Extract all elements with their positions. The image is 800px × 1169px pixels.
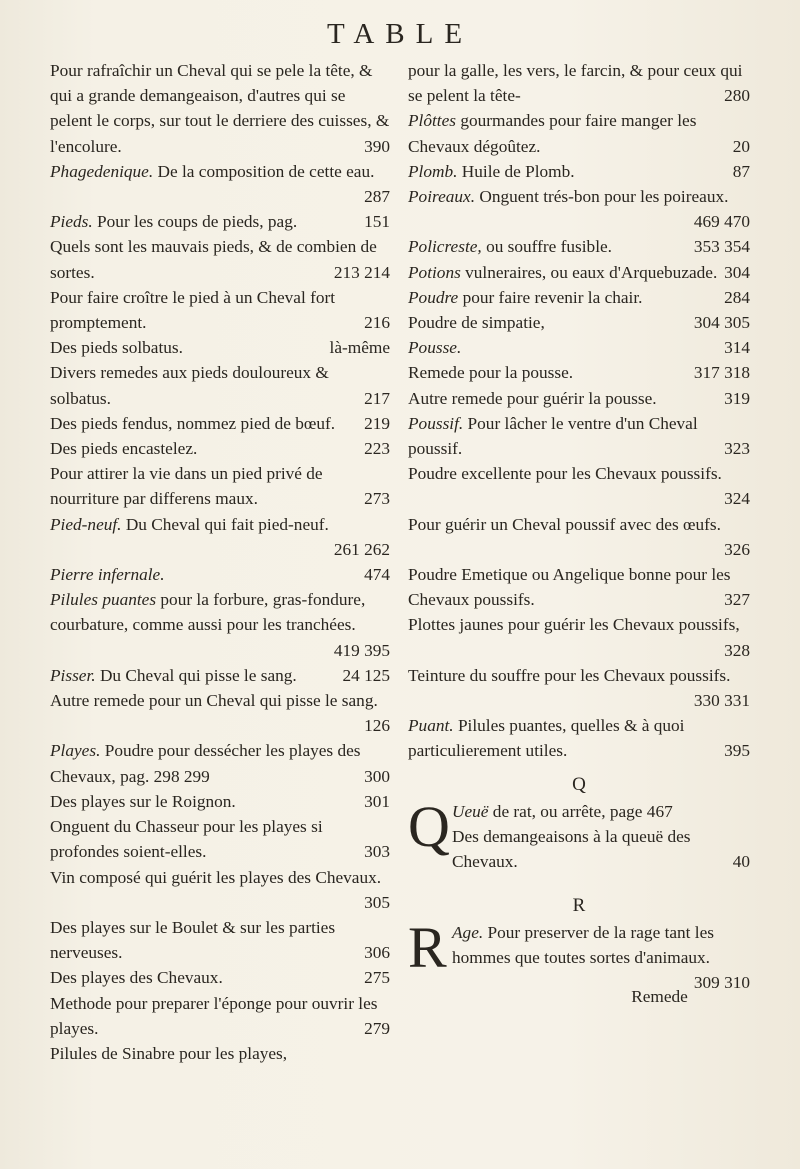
index-entry: [50, 814, 390, 864]
index-entry: [408, 260, 750, 285]
entry-headword: Policreste,: [408, 237, 482, 257]
entry-page: 275: [364, 968, 390, 988]
entry-page: 287: [364, 187, 390, 207]
index-entry: [408, 285, 750, 310]
index-entry: [408, 310, 750, 335]
entry-text: Des pieds fendus, nommez pied de bœuf.: [50, 413, 336, 433]
index-entry: [408, 612, 750, 662]
index-entry: [408, 562, 750, 612]
entry-page: 474: [364, 565, 390, 585]
index-entry: [50, 688, 390, 738]
entry-headword: Poireaux.: [408, 187, 476, 207]
index-entry: [408, 461, 750, 511]
entry-page: 280: [724, 86, 750, 106]
entry-text: Pour preserver de la rage tant les hommes que toutes sortes d'animaux.: [452, 922, 714, 967]
index-entry: [408, 663, 750, 713]
entry-text: Autre remede pour un Cheval qui pisse le sang.: [50, 691, 378, 711]
index-entry: [50, 1041, 390, 1066]
entry-page: 309 310: [693, 973, 750, 993]
entry-text: Du Cheval qui fait pied-neuf.: [125, 514, 329, 534]
entry-page: 330 331: [693, 691, 750, 711]
index-entry: [50, 915, 390, 965]
entry-page: 306: [364, 943, 390, 963]
index-entry: [50, 360, 390, 410]
entry-text: Onguent du Chasseur pour les playes si profondes soient-elles.: [50, 817, 323, 862]
entry-page: 279: [364, 1018, 390, 1038]
entry-text: De la composition de cette eau.: [157, 161, 375, 181]
entry-text: Pour attirer la vie dans un pied privé de nourriture par differens maux.: [50, 464, 323, 509]
entry-page: 390: [364, 136, 390, 156]
catchword: Remede: [631, 987, 688, 1007]
index-entry: [50, 234, 390, 284]
entry-headword: Poudre: [408, 287, 459, 307]
index-entry: [408, 159, 750, 184]
entry-headword: Potions: [408, 262, 461, 282]
index-entry: [408, 386, 750, 411]
entry-text: Remede pour la pousse.: [408, 363, 574, 383]
index-entry: [408, 184, 750, 234]
entry-text: Poudre excellente pour les Chevaux poussifs.: [408, 464, 722, 484]
entry-text: Onguent trés-bon pour les poireaux.: [479, 187, 729, 207]
entry-headword: Pieds.: [50, 212, 93, 232]
entry-page: 303: [364, 842, 390, 862]
entry-text: Pour guérir un Cheval poussif avec des œufs.: [408, 514, 721, 534]
index-entry: [50, 991, 390, 1041]
index-entry: [408, 108, 750, 158]
entry-page: là-même: [329, 338, 390, 358]
entry-text: Poudre de simpatie,: [408, 313, 545, 333]
index-entry: [408, 512, 750, 562]
entry-text: Des playes sur le Roignon.: [50, 791, 236, 811]
index-entry: [50, 461, 390, 511]
section-r-entry: [408, 914, 750, 993]
entry-page: 395: [724, 741, 750, 761]
entry-page: 151: [364, 212, 390, 232]
index-entry: [50, 285, 390, 335]
entry-page: 261 262: [333, 539, 390, 559]
entry-headword: Pousse.: [408, 338, 462, 358]
entry-page: 24 125: [342, 665, 390, 685]
entry-text: vulneraires, ou eaux d'Arquebuzade.: [465, 262, 718, 282]
entry-text: pour la forbure, gras-fondure, courbature, comme aussi pour les tranchées.: [50, 590, 366, 635]
entry-page: 284: [724, 287, 750, 307]
entry-headword: Pisser.: [50, 665, 96, 685]
index-entry: [408, 234, 750, 259]
page-header: TABLE: [326, 18, 474, 50]
entry-text: Des playes des Chevaux.: [50, 968, 223, 988]
entry-text: pour la galle, les vers, le farcin, & pour ceux qui se pelent la tête-: [408, 61, 743, 106]
entry-text: Pilules de Sinabre pour les playes,: [50, 1043, 288, 1063]
index-entry: [50, 865, 390, 915]
entry-text: Des playes sur le Boulet & sur les parties nerveuses.: [50, 917, 336, 963]
entry-page: 323: [724, 439, 750, 459]
entry-text: Pour rafraîchir un Cheval qui se pele la tête, & qui a grande demangeaison, d'autres qui se pelent le corps, sur tout le derriere des cuisses, & l'encolure.: [50, 61, 390, 156]
index-entry: [50, 436, 390, 461]
entry-text: Pour lâcher le ventre d'un Cheval poussif.: [408, 413, 698, 459]
index-entry: [408, 360, 750, 385]
index-entry: [408, 411, 750, 461]
entry-page: 419 395: [333, 640, 390, 660]
entry-headword: Ueuë: [452, 801, 489, 821]
entry-text: de rat, ou arrête, page 467: [492, 801, 673, 821]
entry-page: 324: [724, 489, 750, 509]
index-entry: [50, 58, 390, 159]
entry-page: 20: [732, 136, 750, 156]
entry-headword: Phagedenique.: [50, 161, 154, 181]
index-entry: [50, 965, 390, 990]
entry-page: 223: [364, 439, 390, 459]
entry-text: Des pieds solbatus.: [50, 338, 183, 358]
entry-text: Pour faire croître le pied à un Cheval fort promptement.: [50, 287, 336, 333]
entry-page: 87: [732, 161, 750, 181]
index-entry: [50, 335, 390, 360]
right-column-entries: [408, 58, 750, 764]
index-entry: [50, 512, 390, 562]
entry-text: Huile de Plomb.: [461, 161, 575, 181]
entry-text: ou souffre fusible.: [486, 237, 612, 257]
entry-headword: Puant.: [408, 716, 454, 736]
section-letter-r: R: [572, 894, 586, 916]
entry-page: 304: [724, 262, 750, 282]
index-entry: [408, 713, 750, 763]
entry-text: Quels sont les mauvais pieds, & de combien de sortes.: [50, 237, 377, 282]
entry-page: 353 354: [693, 237, 750, 257]
index-entry: [50, 587, 390, 663]
entry-text: pour faire revenir la chair.: [462, 287, 643, 307]
index-entry: [408, 335, 750, 360]
entry-headword: Playes.: [50, 741, 101, 761]
entry-page: 300: [364, 766, 390, 786]
index-entry: [50, 209, 390, 234]
entry-page: 304 305: [693, 313, 750, 333]
index-entry: [50, 789, 390, 814]
entry-page: 273: [364, 489, 390, 509]
entry-text: Teinture du souffre pour les Chevaux poussifs.: [408, 665, 731, 685]
entry-page: 213 214: [333, 262, 390, 282]
entry-text-2: Des demangeaisons à la queuë des Chevaux.: [452, 827, 691, 872]
entry-text: Pilules puantes, quelles & à quoi particulierement utiles.: [408, 716, 685, 761]
section-letter-q: Q: [572, 773, 586, 795]
entry-headword: Age.: [452, 922, 484, 942]
entry-page: 326: [724, 539, 750, 559]
entry-page: 219: [364, 413, 390, 433]
left-column: [50, 58, 390, 1066]
entry-page: 319: [724, 388, 750, 408]
entry-page: 328: [724, 640, 750, 660]
entry-headword: Pied-neuf.: [50, 514, 122, 534]
entry-page: 314: [724, 338, 750, 358]
entry-text: Poudre Emetique ou Angelique bonne pour les Chevaux poussifs.: [408, 565, 731, 610]
entry-page: 301: [364, 791, 390, 811]
right-column: [408, 58, 750, 1009]
entry-page: 317 318: [693, 363, 750, 383]
entry-page: 217: [364, 388, 390, 408]
entry-text: Du Cheval qui pisse le sang.: [99, 665, 297, 685]
index-entry: [50, 411, 390, 436]
entry-text: Autre remede pour guérir la pousse.: [408, 388, 657, 408]
dropcap-r: R: [408, 914, 447, 980]
entry-headword: Pierre infernale.: [50, 565, 165, 585]
dropcap-q: Q: [408, 793, 450, 859]
entry-text: Plottes jaunes pour guérir les Chevaux poussifs,: [408, 615, 740, 635]
index-entry: [50, 562, 390, 587]
entry-headword: Plôttes: [408, 111, 456, 131]
index-entry: [50, 663, 390, 688]
entry-headword: Plomb.: [408, 161, 458, 181]
entry-headword: Poussif.: [408, 413, 464, 433]
entry-text: Methode pour preparer l'éponge pour ouvrir les playes.: [50, 993, 378, 1038]
entry-text: Des pieds encastelez.: [50, 439, 198, 459]
entry-page: 305: [364, 892, 390, 912]
entry-headword: Pilules puantes: [50, 590, 157, 610]
entry-text: gourmandes pour faire manger les Chevaux dégoûtez.: [408, 111, 697, 156]
entry-text: Divers remedes aux pieds douloureux & solbatus.: [50, 363, 329, 408]
index-entry: [50, 159, 390, 209]
entry-page: 216: [364, 313, 390, 333]
entry-page: 469 470: [693, 212, 750, 232]
entry-text: Pour les coups de pieds, pag.: [97, 212, 298, 232]
index-entry: [50, 738, 390, 788]
entry-text: Poudre pour dessécher les playes des Chevaux, pag. 298 299: [50, 741, 361, 786]
entry-page: 327: [724, 590, 750, 610]
index-entry: [408, 58, 750, 108]
entry-page: 40: [732, 852, 750, 872]
section-q-entry: [408, 793, 750, 875]
entry-page: 126: [364, 716, 390, 736]
entry-text: Vin composé qui guérit les playes des Chevaux.: [50, 867, 382, 887]
